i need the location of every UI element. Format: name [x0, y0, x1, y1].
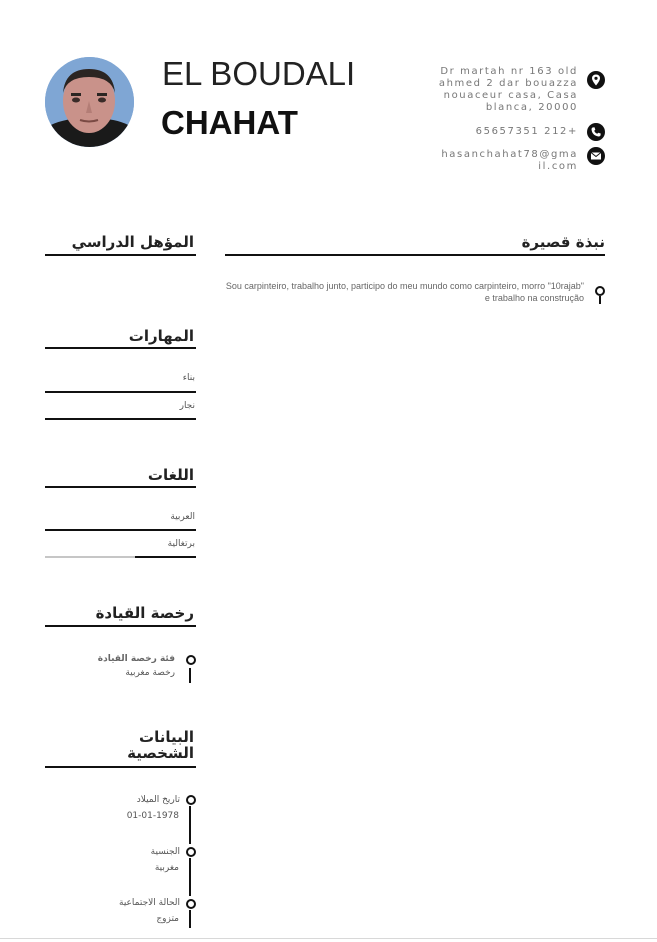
- personal-field-value: مغربية: [154, 863, 179, 873]
- timeline-line: [189, 910, 191, 928]
- envelope-icon: [587, 147, 605, 165]
- timeline-dot: [186, 899, 196, 909]
- timeline-line: [189, 858, 191, 896]
- personal-field-value: 01-01-1978: [126, 811, 179, 821]
- license-divider: [45, 625, 196, 627]
- timeline-dot: [186, 795, 196, 805]
- last-name: CHAHAT: [161, 104, 298, 141]
- address-text: Dr martah nr 163 old ahmed 2 dar bouazza nouaceur casa, Casa blanca, 20000: [438, 66, 578, 113]
- license-category-value: رخصة مغربية: [125, 668, 175, 678]
- languages-divider: [45, 486, 196, 488]
- skills-divider: [45, 347, 196, 349]
- personal-field-value: متزوج: [156, 914, 179, 924]
- language-level-bar: [135, 556, 196, 558]
- timeline-dot: [595, 286, 605, 296]
- timeline-dot: [186, 847, 196, 857]
- page-edge: [0, 938, 657, 939]
- education-divider: [45, 254, 196, 256]
- timeline-line: [599, 296, 601, 304]
- timeline-line: [189, 668, 191, 683]
- languages-title: اللغات: [147, 466, 194, 484]
- skill-label: نجار: [179, 401, 195, 411]
- email-text[interactable]: hasanchahat78@gmail.com: [441, 149, 578, 172]
- profile-photo: [45, 57, 134, 147]
- skill-level-bar: [45, 418, 196, 420]
- personal-field-label: الحالة الاجتماعية: [119, 898, 180, 908]
- personal-field-label: تاريخ الميلاد: [136, 795, 180, 805]
- license-category-label: فئة رخصة القيادة: [97, 654, 175, 664]
- skill-label: بناء: [182, 373, 195, 383]
- license-title: رخصة القيادة: [95, 604, 194, 622]
- phone-text: 65657351 212+: [475, 126, 578, 137]
- personal-title: البيانات الشخصية: [127, 728, 194, 762]
- timeline-dot: [186, 655, 196, 665]
- summary-title: نبذة قصيرة: [521, 233, 605, 251]
- summary-text: Sou carpinteiro, trabalho junto, participo do meu mundo como carpinteiro, morro "10rajab" e trabalho na construção: [225, 281, 584, 303]
- skills-title: المهارات: [128, 327, 194, 345]
- personal-divider: [45, 766, 196, 768]
- language-label: العربية: [170, 512, 195, 522]
- first-name: EL BOUDALI: [162, 55, 356, 92]
- language-level-bar: [45, 529, 196, 531]
- timeline-line: [189, 806, 191, 844]
- language-label: برتغالية: [167, 539, 195, 549]
- phone-icon: [587, 123, 605, 141]
- skill-level-bar: [45, 391, 196, 393]
- summary-divider: [225, 254, 605, 256]
- location-pin-icon: [587, 71, 605, 89]
- personal-field-label: الجنسية: [150, 847, 180, 857]
- education-title: المؤهل الدراسي: [71, 233, 194, 251]
